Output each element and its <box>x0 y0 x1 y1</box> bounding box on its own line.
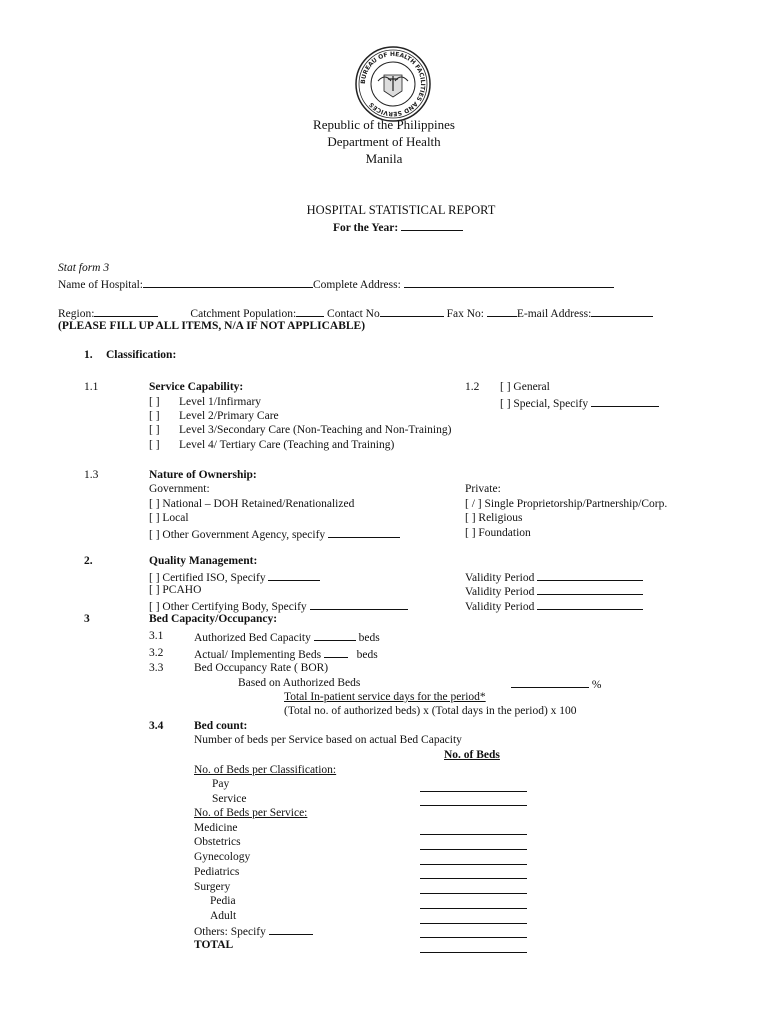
bor-denominator: (Total no. of authorized beds) x (Total days in the period) x 100 <box>284 705 577 717</box>
surgery-label: Surgery <box>194 881 231 893</box>
validity-label: Validity Period <box>465 572 535 584</box>
validity-period-2[interactable] <box>465 584 643 598</box>
pediatrics-input-line[interactable] <box>420 878 527 879</box>
gov-local-option[interactable]: [ ] Local <box>149 512 189 524</box>
per-classification-label: No. of Beds per Classification: <box>194 764 337 776</box>
adult-label: Adult <box>210 910 237 922</box>
obstetrics-input-line[interactable] <box>420 849 527 850</box>
bor-label: Bed Occupancy Rate ( BOR) <box>194 662 329 674</box>
header-department: Department of Health <box>327 134 441 149</box>
total-input-line[interactable] <box>420 952 527 953</box>
service-label: Service <box>212 793 247 805</box>
contact-label: Contact No <box>327 308 380 320</box>
other-certifying-option[interactable] <box>149 599 408 613</box>
bed-capacity-heading: Bed Capacity/Occupancy: <box>149 613 278 625</box>
others-label: Others: Specify <box>194 926 266 938</box>
level-1-option[interactable] <box>149 396 262 408</box>
checkbox-bracket: [ ] <box>149 410 160 422</box>
priv-foundation-option[interactable]: [ ] Foundation <box>465 527 531 539</box>
no-of-beds-header: No. of Beds <box>444 749 500 761</box>
others-specify-field[interactable] <box>194 924 313 938</box>
section-3-2-number: 3.2 <box>149 647 164 659</box>
checkbox-bracket: [ ] <box>149 439 160 451</box>
priv-religious-option[interactable]: [ ] Religious <box>465 512 523 524</box>
hospital-name-field <box>58 277 614 291</box>
gynecology-input-line[interactable] <box>420 864 527 865</box>
section-1-2-number: 1.2 <box>465 381 480 393</box>
address-label: Complete Address: <box>312 279 401 291</box>
iso-option[interactable] <box>149 570 320 584</box>
year-label: For the Year: <box>333 222 399 234</box>
percent-sign: % <box>591 679 602 691</box>
service-input-line[interactable] <box>420 805 527 806</box>
section-3-4-number: 3.4 <box>149 720 164 732</box>
pay-input-line[interactable] <box>420 791 527 792</box>
others-input-line[interactable] <box>420 937 527 938</box>
ownership-heading: Nature of Ownership: <box>149 469 257 481</box>
report-title: HOSPITAL STATISTICAL REPORT <box>306 203 496 217</box>
based-on-label: Based on Authorized Beds <box>238 677 361 689</box>
pcaho-option[interactable]: [ ] PCAHO <box>149 584 202 596</box>
special-label: [ ] Special, Specify <box>500 398 589 410</box>
level-label: Level 2/Primary Care <box>179 410 279 422</box>
stat-form-label: Stat form 3 <box>58 262 110 274</box>
beds-unit: beds <box>356 649 378 661</box>
authorized-beds-field[interactable] <box>194 630 380 644</box>
adult-input-line[interactable] <box>420 923 527 924</box>
total-label: TOTAL <box>194 939 234 951</box>
quality-heading: Quality Management: <box>149 555 258 567</box>
iso-label: [ ] Certified ISO, Specify <box>149 572 266 584</box>
seal-text: BUREAU OF HEALTH FACILITIES AND SERVICES <box>359 50 427 118</box>
section-1-1-number: 1.1 <box>84 381 99 393</box>
gov-other-option[interactable] <box>149 527 400 541</box>
level-label: Level 3/Secondary Care (Non-Teaching and Non-Training) <box>179 424 452 436</box>
hospital-name-label: Name of Hospital: <box>58 279 143 291</box>
beds-unit: beds <box>358 632 380 644</box>
other-certifying-label: [ ] Other Certifying Body, Specify <box>149 601 307 613</box>
catchment-label: Catchment Population: <box>190 308 297 320</box>
level-2-option[interactable] <box>149 410 279 422</box>
section-2-number: 2. <box>84 555 93 567</box>
fax-label: Fax No: <box>446 308 484 320</box>
special-option[interactable] <box>500 396 659 410</box>
header-city: Manila <box>365 151 403 166</box>
doh-seal <box>354 45 432 123</box>
instruction-text: (PLEASE FILL UP ALL ITEMS, N/A IF NOT APPLICABLE) <box>58 320 366 332</box>
section-3-number: 3 <box>84 613 90 625</box>
priv-single-option[interactable]: [ / ] Single Proprietorship/Partnership/Corp. <box>465 498 668 510</box>
pedia-input-line[interactable] <box>420 908 527 909</box>
level-4-option[interactable] <box>149 439 395 451</box>
region-line <box>58 306 653 320</box>
authorized-label: Authorized Bed Capacity <box>194 632 311 644</box>
medicine-input-line[interactable] <box>420 834 527 835</box>
bor-value-field[interactable] <box>511 677 601 691</box>
level-label: Level 4/ Tertiary Care (Teaching and Training) <box>179 439 395 451</box>
section-1-number: 1. <box>84 349 93 361</box>
actual-label: Actual/ Implementing Beds <box>194 649 322 661</box>
validity-label: Validity Period <box>465 586 535 598</box>
obstetrics-label: Obstetrics <box>194 836 241 848</box>
year-field <box>333 220 463 234</box>
validity-label: Validity Period <box>465 601 535 613</box>
level-label: Level 1/Infirmary <box>179 396 262 408</box>
gov-national-option[interactable]: [ ] National – DOH Retained/Renationalized <box>149 498 355 510</box>
government-label: Government: <box>149 483 210 495</box>
checkbox-bracket: [ ] <box>149 396 160 408</box>
pay-label: Pay <box>212 778 230 790</box>
validity-period-1[interactable] <box>465 570 643 584</box>
bed-count-description: Number of beds per Service based on actual Bed Capacity <box>194 734 462 746</box>
classification-heading: Classification: <box>106 349 177 361</box>
gov-other-label: [ ] Other Government Agency, specify <box>149 529 326 541</box>
pedia-label: Pedia <box>210 895 236 907</box>
actual-beds-field[interactable] <box>194 647 378 661</box>
general-option[interactable]: [ ] General <box>500 381 550 393</box>
pediatrics-label: Pediatrics <box>194 866 240 878</box>
service-capability-heading: Service Capability: <box>149 381 244 393</box>
gynecology-label: Gynecology <box>194 851 251 863</box>
bor-numerator: Total In-patient service days for the period* <box>284 691 486 703</box>
per-service-label: No. of Beds per Service: <box>194 807 308 819</box>
region-label: Region: <box>58 308 95 320</box>
section-1-3-number: 1.3 <box>84 469 99 481</box>
private-label: Private: <box>465 483 501 495</box>
validity-period-3[interactable] <box>465 599 643 613</box>
header-republic: Republic of the Philippines <box>313 117 455 132</box>
email-label: E-mail Address: <box>516 308 592 320</box>
level-3-option[interactable] <box>149 424 452 436</box>
bed-count-heading: Bed count: <box>194 720 248 732</box>
section-3-1-number: 3.1 <box>149 630 164 642</box>
section-3-3-number: 3.3 <box>149 662 164 674</box>
medicine-label: Medicine <box>194 822 238 834</box>
checkbox-bracket: [ ] <box>149 424 160 436</box>
surgery-input-line[interactable] <box>420 893 527 894</box>
